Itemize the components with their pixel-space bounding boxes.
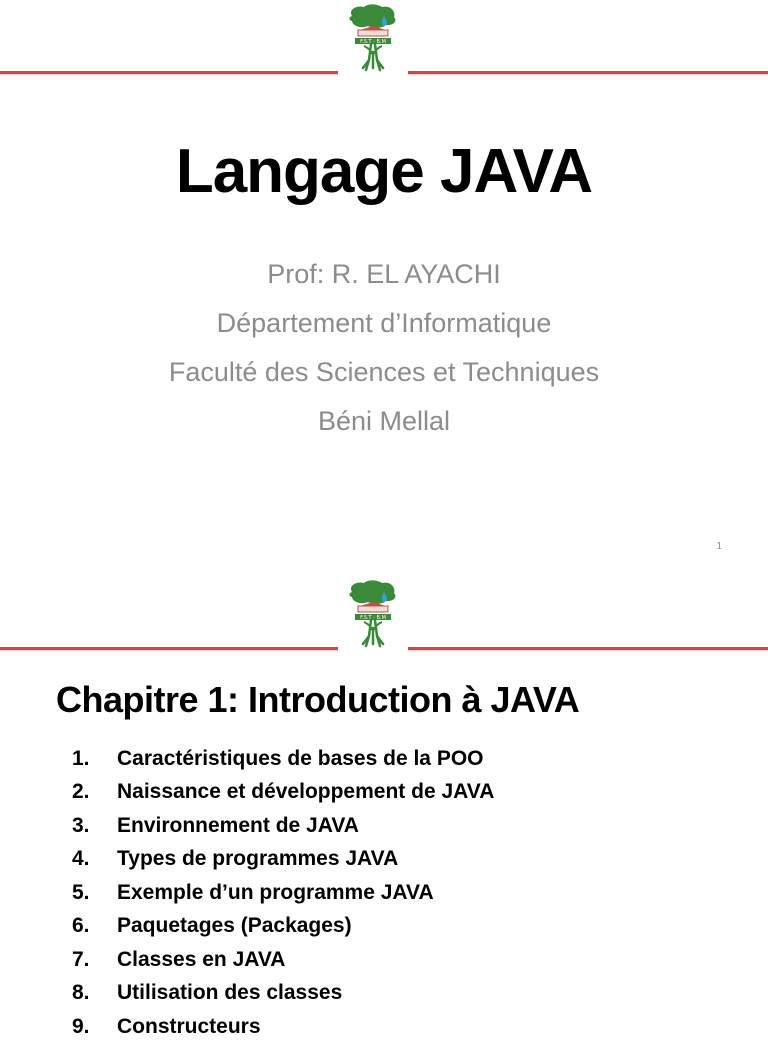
table-of-contents — [72, 742, 494, 1044]
toc-item — [72, 843, 494, 877]
toc-item-label: Naissance et développement de JAVA — [117, 780, 495, 804]
toc-item-label: Exemple d’un programme JAVA — [117, 880, 434, 904]
toc-item-number: 5. — [72, 880, 90, 904]
toc-item-number: 8. — [72, 981, 90, 1005]
toc-item-number: 9. — [72, 1014, 90, 1038]
logo-text: F.S.T - B.M — [360, 39, 386, 45]
toc-item — [72, 910, 494, 944]
toc-item — [72, 809, 494, 843]
slide-title: Langage JAVA — [175, 137, 593, 206]
toc-item-number: 3. — [72, 813, 90, 837]
toc-item-number: 4. — [72, 847, 90, 871]
faculty-line: Faculté des Sciences et Techniques — [168, 357, 600, 387]
toc-item-number: 7. — [72, 947, 90, 971]
toc-item-number: 6. — [72, 914, 90, 938]
toc-item — [72, 742, 494, 776]
toc-item-label: Constructeurs — [117, 1014, 261, 1038]
chapter-title: Chapitre 1: Introduction à JAVA — [56, 679, 580, 720]
toc-item-label: Paquetages (Packages) — [117, 914, 352, 938]
city-line: Béni Mellal — [317, 406, 451, 436]
toc-item — [72, 943, 494, 977]
logo-text: F.S.T - B.M — [360, 615, 386, 621]
slide-2 — [0, 576, 768, 1038]
subtitle-block — [0, 250, 768, 446]
toc-item-label: Caractéristiques de bases de la POO — [117, 746, 484, 770]
fst-bm-tree-logo-icon — [338, 2, 408, 76]
toc-item — [72, 1010, 494, 1044]
toc-item — [72, 776, 494, 810]
toc-item — [72, 977, 494, 1011]
toc-item-label: Classes en JAVA — [117, 947, 286, 971]
toc-item-number: 1. — [72, 746, 90, 770]
toc-item-label: Types de programmes JAVA — [117, 847, 399, 871]
toc-item-label: Utilisation des classes — [117, 981, 343, 1005]
department-line: Département d’Informatique — [216, 308, 552, 338]
fst-bm-tree-logo-icon — [338, 578, 408, 652]
author-line: Prof: R. EL AYACHI — [267, 259, 501, 289]
toc-item-number: 2. — [72, 780, 90, 804]
toc-item — [72, 876, 494, 910]
slide-number: 1 — [716, 541, 722, 552]
toc-item-label: Environnement de JAVA — [117, 813, 359, 837]
